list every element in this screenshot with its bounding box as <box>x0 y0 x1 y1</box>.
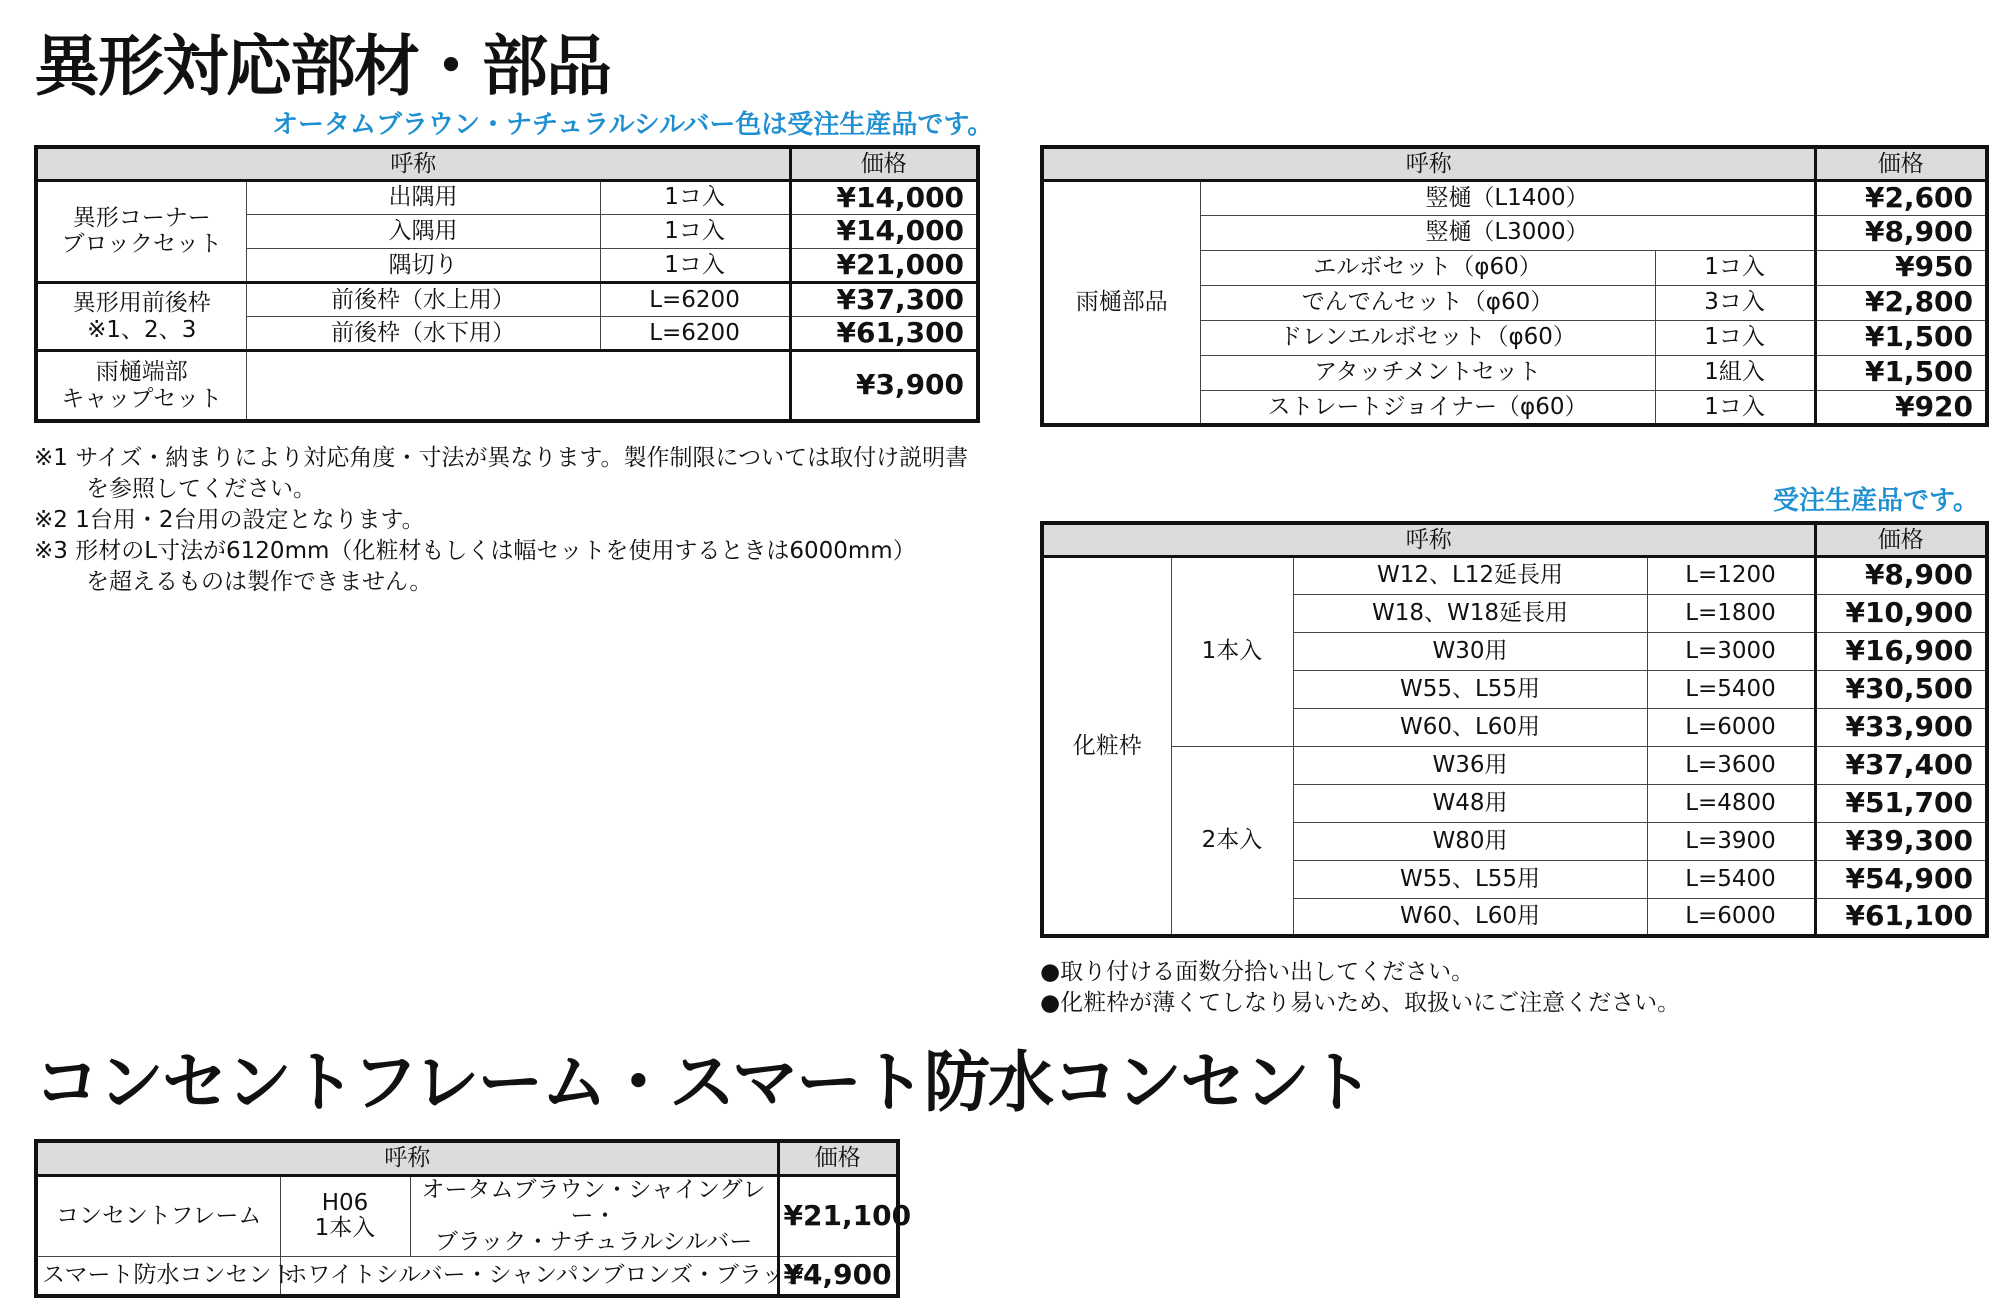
item-price: ¥2,600 <box>1815 180 1987 215</box>
item-price: ¥30,500 <box>1815 670 1987 708</box>
footnote: ※3 形材のL寸法が6120mm（化粧材もしくは幅セットを使用するときは6000mm） <box>34 538 916 564</box>
section-title-outlet-frame: コンセントフレーム・スマート防水コンセント <box>34 1044 1373 1121</box>
group-label: 異形コーナー ブロックセット <box>36 180 246 282</box>
item-qty: 1組入 <box>1655 355 1815 390</box>
item-length: L=3000 <box>1647 632 1815 670</box>
item-qty: 1コ入 <box>600 180 790 214</box>
decor-frame-table <box>1040 521 1989 938</box>
item-price: ¥16,900 <box>1815 632 1987 670</box>
item-name: W55、L55用 <box>1293 670 1647 708</box>
item-price: ¥3,900 <box>790 351 978 421</box>
item-price: ¥2,800 <box>1815 285 1987 320</box>
header-price: 価格 <box>778 1141 898 1175</box>
item-name: ドレンエルボセット（φ60） <box>1200 320 1655 355</box>
group-label: 化粧枠 <box>1042 556 1171 936</box>
footnote: ※1 サイズ・納まりにより対応角度・寸法が異なります。製作制限については取付け説明書 <box>34 445 969 471</box>
item-name: でんでんセット（φ60） <box>1200 285 1655 320</box>
item-name: 竪樋（L1400） <box>1200 180 1815 215</box>
item-price: ¥8,900 <box>1815 215 1987 250</box>
subgroup-label: 1本入 <box>1171 556 1293 746</box>
gutter-parts-table <box>1040 145 1989 427</box>
header-price: 価格 <box>1815 523 1987 556</box>
item-name: W60、L60用 <box>1293 898 1647 936</box>
item-price: ¥61,300 <box>790 317 978 351</box>
item-price: ¥14,000 <box>790 214 978 248</box>
item-name: W55、L55用 <box>1293 860 1647 898</box>
item-price: ¥10,900 <box>1815 594 1987 632</box>
footnote: ※2 1台用・2台用の設定となります。 <box>34 507 425 533</box>
item-length: L=6000 <box>1647 708 1815 746</box>
item-name: 隅切り <box>246 248 600 282</box>
item-price: ¥51,700 <box>1815 784 1987 822</box>
made-to-order-note: オータムブラウン・ナチュラルシルバー色は受注生産品です。 <box>272 110 994 140</box>
group-label: 雨樋部品 <box>1042 180 1200 425</box>
group-label: 雨樋端部 キャップセット <box>36 351 246 421</box>
item-name: W36用 <box>1293 746 1647 784</box>
section-title-irregular-parts: 異形対応部材・部品 <box>34 28 610 105</box>
item-price: ¥21,000 <box>790 248 978 282</box>
group-label: 異形用前後枠 ※1、2、3 <box>36 282 246 350</box>
note: ●化粧枠が薄くてしなり易いため、取扱いにご注意ください。 <box>1040 990 1681 1016</box>
item-name: 竪樋（L3000） <box>1200 215 1815 250</box>
item-name: ストレートジョイナー（φ60） <box>1200 390 1655 425</box>
item-name: エルボセット（φ60） <box>1200 250 1655 285</box>
product-price: ¥21,100 <box>778 1175 898 1256</box>
item-price: ¥37,300 <box>790 282 978 316</box>
item-name: W48用 <box>1293 784 1647 822</box>
item-price: ¥33,900 <box>1815 708 1987 746</box>
outlet-frame-table <box>34 1139 912 1298</box>
item-qty: 1コ入 <box>1655 320 1815 355</box>
item-price: ¥950 <box>1815 250 1987 285</box>
item-price: ¥1,500 <box>1815 355 1987 390</box>
item-price: ¥14,000 <box>790 180 978 214</box>
made-to-order-note: 受注生産品です。 <box>1773 486 1979 516</box>
item-length: L=5400 <box>1647 860 1815 898</box>
item-price: ¥54,900 <box>1815 860 1987 898</box>
item-qty: L=6200 <box>600 317 790 351</box>
item-name: W60、L60用 <box>1293 708 1647 746</box>
footnote: を参照してください。 <box>86 476 316 502</box>
item-price: ¥39,300 <box>1815 822 1987 860</box>
header-name: 呼称 <box>36 147 790 180</box>
product-colors: ホワイトシルバー・シャンパンブロンズ・ブラック <box>280 1256 778 1296</box>
item-name: 出隅用 <box>246 180 600 214</box>
item-name: 前後枠（水上用） <box>246 282 600 316</box>
item-price: ¥37,400 <box>1815 746 1987 784</box>
item-length: L=1200 <box>1647 556 1815 594</box>
item-length: L=6000 <box>1647 898 1815 936</box>
product-price: ¥4,900 <box>778 1256 898 1296</box>
product-name: コンセントフレーム <box>36 1175 280 1256</box>
item-name: W18、W18延長用 <box>1293 594 1647 632</box>
item-qty: 1コ入 <box>600 248 790 282</box>
item-price: ¥8,900 <box>1815 556 1987 594</box>
decor-notes <box>1040 957 1680 1019</box>
item-qty: 3コ入 <box>1655 285 1815 320</box>
header-price: 価格 <box>1815 147 1987 180</box>
subgroup-label: 2本入 <box>1171 746 1293 936</box>
header-name: 呼称 <box>1042 147 1815 180</box>
item-length: L=3900 <box>1647 822 1815 860</box>
header-name: 呼称 <box>36 1141 778 1175</box>
item-name: 入隅用 <box>246 214 600 248</box>
product-name: スマート防水コンセント <box>36 1256 280 1296</box>
irregular-parts-table <box>34 145 980 423</box>
item-qty: 1コ入 <box>600 214 790 248</box>
item-name: アタッチメントセット <box>1200 355 1655 390</box>
item-name: 前後枠（水下用） <box>246 317 600 351</box>
product-colors: オータムブラウン・シャイングレー・ ブラック・ナチュラルシルバー <box>410 1175 778 1256</box>
item-name: W80用 <box>1293 822 1647 860</box>
item-qty: L=6200 <box>600 282 790 316</box>
header-price: 価格 <box>790 147 978 180</box>
item-length: L=5400 <box>1647 670 1815 708</box>
footnote: を超えるものは製作できません。 <box>86 569 433 595</box>
header-name: 呼称 <box>1042 523 1815 556</box>
item-length: L=3600 <box>1647 746 1815 784</box>
item-length: L=1800 <box>1647 594 1815 632</box>
note: ●取り付ける面数分拾い出してください。 <box>1040 959 1475 985</box>
item-qty: 1コ入 <box>1655 250 1815 285</box>
item-name: W12、L12延長用 <box>1293 556 1647 594</box>
item-length: L=4800 <box>1647 784 1815 822</box>
footnotes <box>34 443 968 598</box>
item-name: W30用 <box>1293 632 1647 670</box>
item-price: ¥920 <box>1815 390 1987 425</box>
product-spec: H06 1本入 <box>280 1175 410 1256</box>
item-qty: 1コ入 <box>1655 390 1815 425</box>
item-price: ¥1,500 <box>1815 320 1987 355</box>
item-price: ¥61,100 <box>1815 898 1987 936</box>
